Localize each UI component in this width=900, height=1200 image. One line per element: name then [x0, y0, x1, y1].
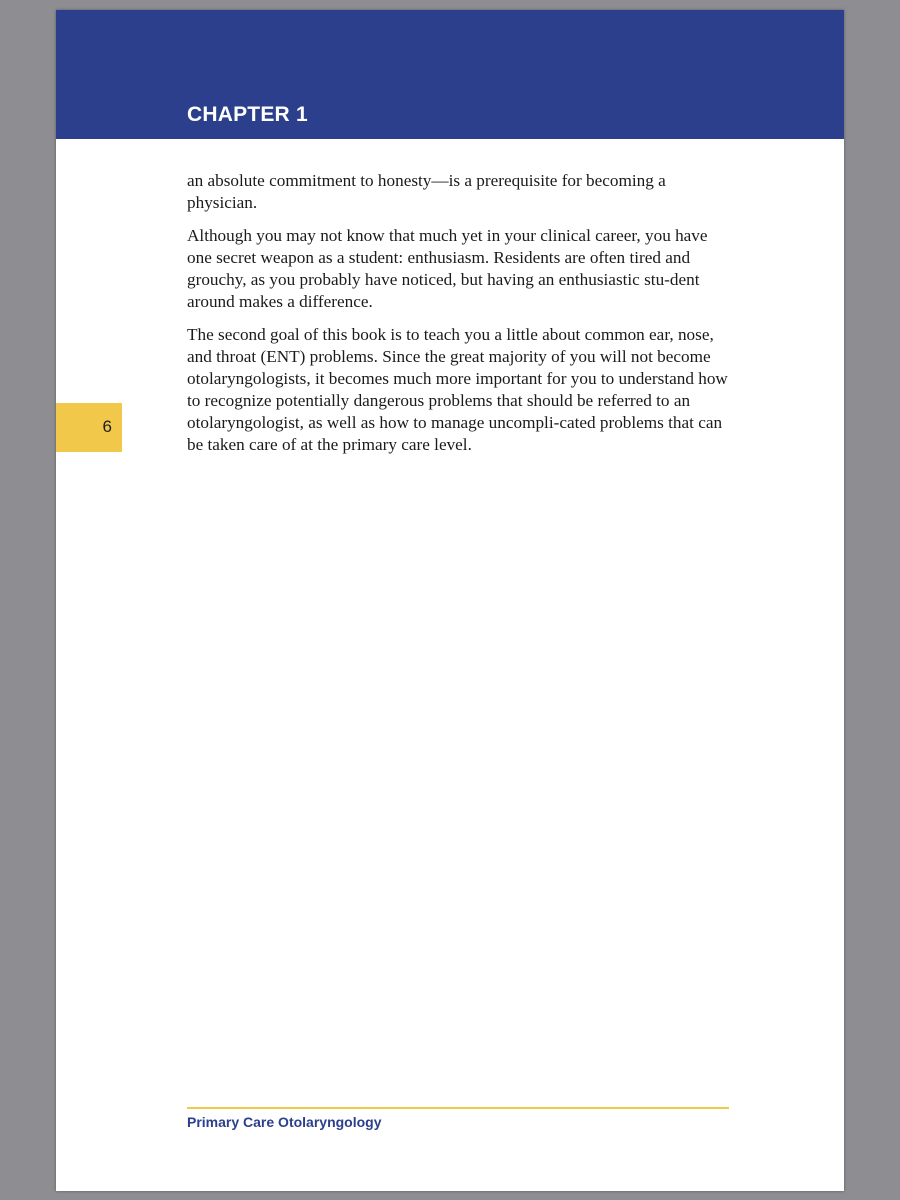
- chapter-title: CHAPTER 1: [187, 103, 308, 126]
- footer-rule: [187, 1107, 729, 1109]
- page-number-tab: [56, 403, 122, 452]
- footer-book-title: Primary Care Otolaryngology: [187, 1114, 382, 1130]
- paragraph-3: The second goal of this book is to teach you a little about common ear, nose, and throat (ENT) problems. Since the great majority of you will not become otolaryngologists, it becomes much more important for you to understand how to recognize potentially dangerous problems that should be referred to an otolaryngologist, as well as how to manage uncompli-cated problems that can be taken care of at the primary care level.: [187, 325, 728, 454]
- page-number: 6: [102, 417, 112, 436]
- chapter-header-band: [56, 10, 844, 139]
- document-page: [56, 10, 844, 1191]
- paragraph-1: an absolute commitment to honesty—is a prerequisite for becoming a physician.: [187, 171, 666, 212]
- paragraph-2: Although you may not know that much yet in your clinical career, you have one secret weapon as a student: enthusiasm. Residents are often tired and grouchy, as you probably have noticed, but having an enthusiastic stu-dent around makes a difference.: [187, 226, 708, 311]
- body-text: [187, 170, 732, 467]
